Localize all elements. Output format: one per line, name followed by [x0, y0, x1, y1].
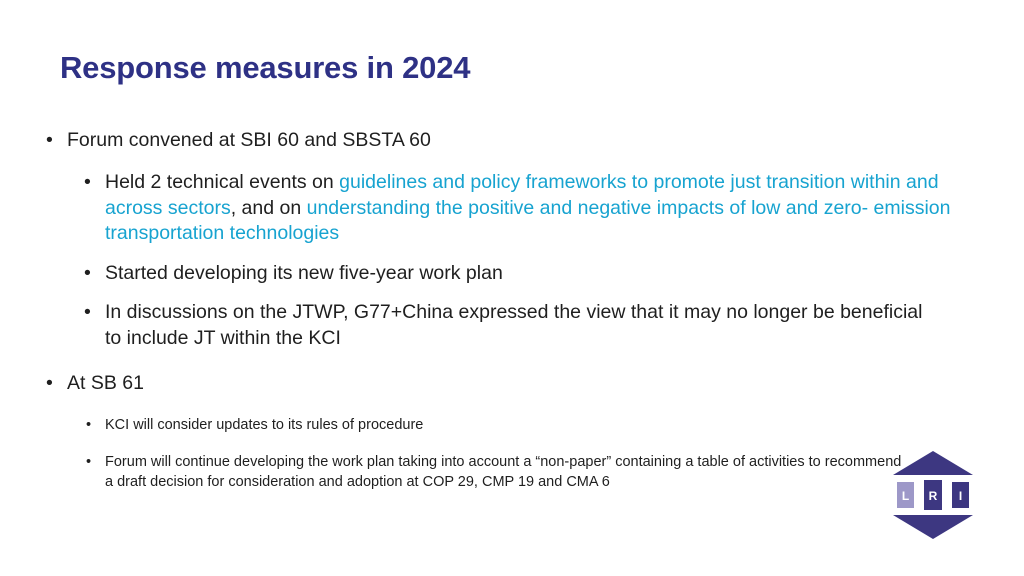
bullet-sb61: • At SB 61 [46, 371, 966, 396]
bullet-jtwp: • In discussions on the JTWP, G77+China expressed the view that it may no longer be beneficial to include JT within the KCI [84, 300, 935, 351]
bullet-forum: • Forum convened at SBI 60 and SBSTA 60 [46, 128, 966, 153]
logo-letter-r: R [928, 489, 938, 503]
slide-title: Response measures in 2024 [60, 50, 471, 85]
bullet-kci: • KCI will consider updates to its rules of procedure [84, 415, 905, 436]
events-text-2: , and on [230, 196, 307, 219]
logo-bottom-triangle [893, 515, 973, 539]
logo-letter-l: L [901, 489, 910, 503]
lri-logo [892, 450, 974, 540]
logo-letter-i: I [958, 489, 963, 503]
bullet-forum-continue: • Forum will continue developing the work plan taking into account a “non-paper” containing a table of activities to recommend a draft decision for consideration and adoption at COP 29, CMP 19 and CMA 6 [84, 452, 905, 493]
events-text-1: Held 2 technical events on [105, 171, 340, 193]
events-highlight-1: guidelines and policy frameworks to promote just transition within and across sectors [105, 171, 939, 219]
bullet-work-plan: • Started developing its new five-year work plan [84, 261, 966, 287]
bullet-technical-events [84, 170, 955, 247]
events-highlight-2: understanding the positive and negative impacts of low and zero- emission transportation technologies [105, 196, 951, 244]
slide-content [46, 128, 966, 493]
logo-top-triangle [893, 451, 973, 475]
